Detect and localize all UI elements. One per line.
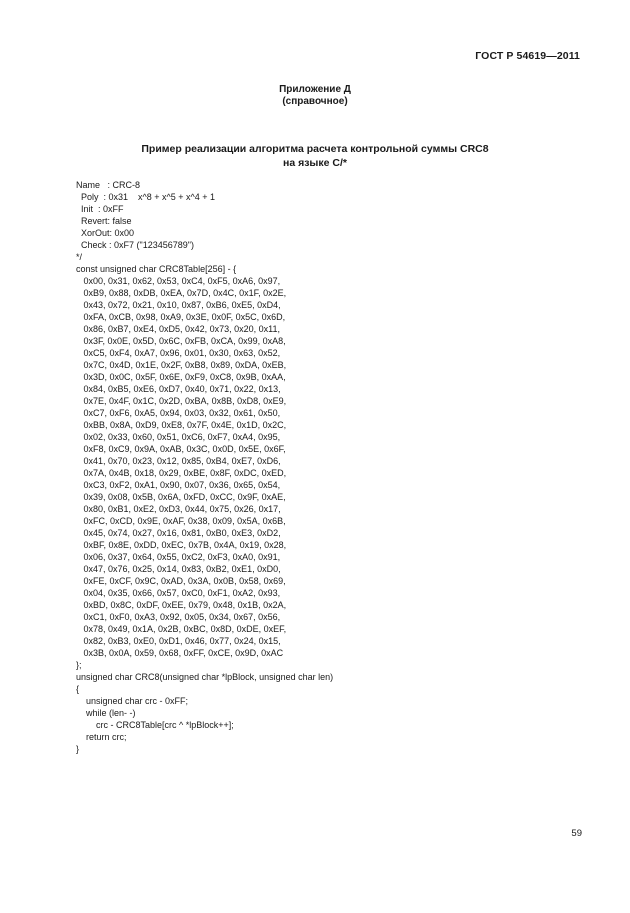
code-line: 0x7E, 0x4F, 0x1C, 0x2D, 0xBA, 0x8B, 0xD8, 0xE9,	[76, 396, 287, 406]
code-line: 0x86, 0xB7, 0xE4, 0xD5, 0x42, 0x73, 0x20, 0x11,	[76, 324, 280, 334]
code-line: while (len- -)	[76, 708, 136, 718]
code-listing	[76, 179, 596, 755]
code-line: Poly : 0x31 x^8 + x^5 + x^4 + 1	[76, 192, 215, 202]
code-line: 0xBD, 0x8C, 0xDF, 0xEE, 0x79, 0x48, 0x1B, 0x2A,	[76, 600, 287, 610]
code-line: Revert: false	[76, 216, 132, 226]
code-line: 0x3B, 0x0A, 0x59, 0x68, 0xFF, 0xCE, 0x9D, 0xAC	[76, 648, 284, 658]
annex-title: Приложение Д	[279, 84, 351, 95]
code-line: 0xFE, 0xCF, 0x9C, 0xAD, 0x3A, 0x0B, 0x58, 0x69,	[76, 576, 286, 586]
code-line: 0xC1, 0xF0, 0xA3, 0x92, 0x05, 0x34, 0x67, 0x56,	[76, 612, 281, 622]
code-line: Check : 0xF7 ("123456789")	[76, 240, 194, 250]
code-line: }	[76, 744, 80, 754]
code-line: 0x39, 0x08, 0x5B, 0x6A, 0xFD, 0xCC, 0x9F, 0xAE,	[76, 492, 286, 502]
code-line: unsigned char crc - 0xFF;	[76, 696, 189, 706]
code-line: crc - CRC8Table[crc ^ *lpBlock++];	[76, 720, 234, 730]
code-line: Init : 0xFF	[76, 204, 124, 214]
code-line: 0x80, 0xB1, 0xE2, 0xD3, 0x44, 0x75, 0x26, 0x17,	[76, 504, 281, 514]
code-line: 0x3D, 0x0C, 0x5F, 0x6E, 0xF9, 0xC8, 0x9B, 0xAA,	[76, 372, 286, 382]
code-line: 0x7C, 0x4D, 0x1E, 0x2F, 0xB8, 0x89, 0xDA, 0xEB,	[76, 360, 287, 370]
code-line: 0xBF, 0x8E, 0xDD, 0xEC, 0x7B, 0x4A, 0x19, 0x28,	[76, 540, 287, 550]
section-heading-line-1: Пример реализации алгоритма расчета контрольной суммы CRC8	[141, 143, 489, 155]
code-line: 0x06, 0x37, 0x64, 0x55, 0xC2, 0xF3, 0xA0, 0x91,	[76, 552, 281, 562]
code-line: };	[76, 660, 82, 670]
code-line: 0x84, 0xB5, 0xE6, 0xD7, 0x40, 0x71, 0x22, 0x13,	[76, 384, 281, 394]
code-line: Name : CRC-8	[76, 180, 141, 190]
code-line: 0xB9, 0x88, 0xDB, 0xEA, 0x7D, 0x4C, 0x1F, 0x2E,	[76, 288, 287, 298]
code-line: return crc;	[76, 732, 127, 742]
code-line: 0x7A, 0x4B, 0x18, 0x29, 0xBE, 0x8F, 0xDC, 0xED,	[76, 468, 287, 478]
standard-designation: ГОСТ Р 54619—2011	[475, 50, 580, 62]
code-line: 0x45, 0x74, 0x27, 0x16, 0x81, 0xB0, 0xE3, 0xD2,	[76, 528, 281, 538]
code-line: 0x04, 0x35, 0x66, 0x57, 0xC0, 0xF1, 0xA2, 0x93,	[76, 588, 281, 598]
code-line: 0xC7, 0xF6, 0xA5, 0x94, 0x03, 0x32, 0x61, 0x50,	[76, 408, 281, 418]
page-number: 59	[571, 828, 582, 839]
code-line: 0x41, 0x70, 0x23, 0x12, 0x85, 0xB4, 0xE7, 0xD6,	[76, 456, 281, 466]
code-line: 0xFC, 0xCD, 0x9E, 0xAF, 0x38, 0x09, 0x5A, 0x6B,	[76, 516, 286, 526]
code-line: const unsigned char CRC8Table[256] - {	[76, 264, 237, 274]
code-line: 0xF8, 0xC9, 0x9A, 0xAB, 0x3C, 0x0D, 0x5E, 0x6F,	[76, 444, 286, 454]
code-line: XorOut: 0x00	[76, 228, 135, 238]
annex-type: (справочное)	[282, 96, 348, 107]
code-line: 0xC3, 0xF2, 0xA1, 0x90, 0x07, 0x36, 0x65, 0x54,	[76, 480, 281, 490]
code-line: {	[76, 684, 80, 694]
code-line: */	[76, 252, 83, 262]
code-line: 0x47, 0x76, 0x25, 0x14, 0x83, 0xB2, 0xE1, 0xD0,	[76, 564, 281, 574]
section-heading-line-2: на языке С/*	[282, 157, 347, 169]
code-line: 0x78, 0x49, 0x1A, 0x2B, 0xBC, 0x8D, 0xDE, 0xEF,	[76, 624, 287, 634]
code-line: 0x02, 0x33, 0x60, 0x51, 0xC6, 0xF7, 0xA4, 0x95,	[76, 432, 281, 442]
code-line: 0xBB, 0x8A, 0xD9, 0xE8, 0x7F, 0x4E, 0x1D, 0x2C,	[76, 420, 287, 430]
code-line: 0x00, 0x31, 0x62, 0x53, 0xC4, 0xF5, 0xA6, 0x97,	[76, 276, 281, 286]
code-line: 0xC5, 0xF4, 0xA7, 0x96, 0x01, 0x30, 0x63, 0x52,	[76, 348, 281, 358]
code-line: 0x82, 0xB3, 0xE0, 0xD1, 0x46, 0x77, 0x24, 0x15,	[76, 636, 281, 646]
code-line: unsigned char CRC8(unsigned char *lpBlock, unsigned char len)	[76, 672, 334, 682]
code-line: 0x43, 0x72, 0x21, 0x10, 0x87, 0xB6, 0xE5, 0xD4,	[76, 300, 281, 310]
code-line: 0xFA, 0xCB, 0x98, 0xA9, 0x3E, 0x0F, 0x5C, 0x6D,	[76, 312, 286, 322]
code-line: 0x3F, 0x0E, 0x5D, 0x6C, 0xFB, 0xCA, 0x99, 0xA8,	[76, 336, 286, 346]
